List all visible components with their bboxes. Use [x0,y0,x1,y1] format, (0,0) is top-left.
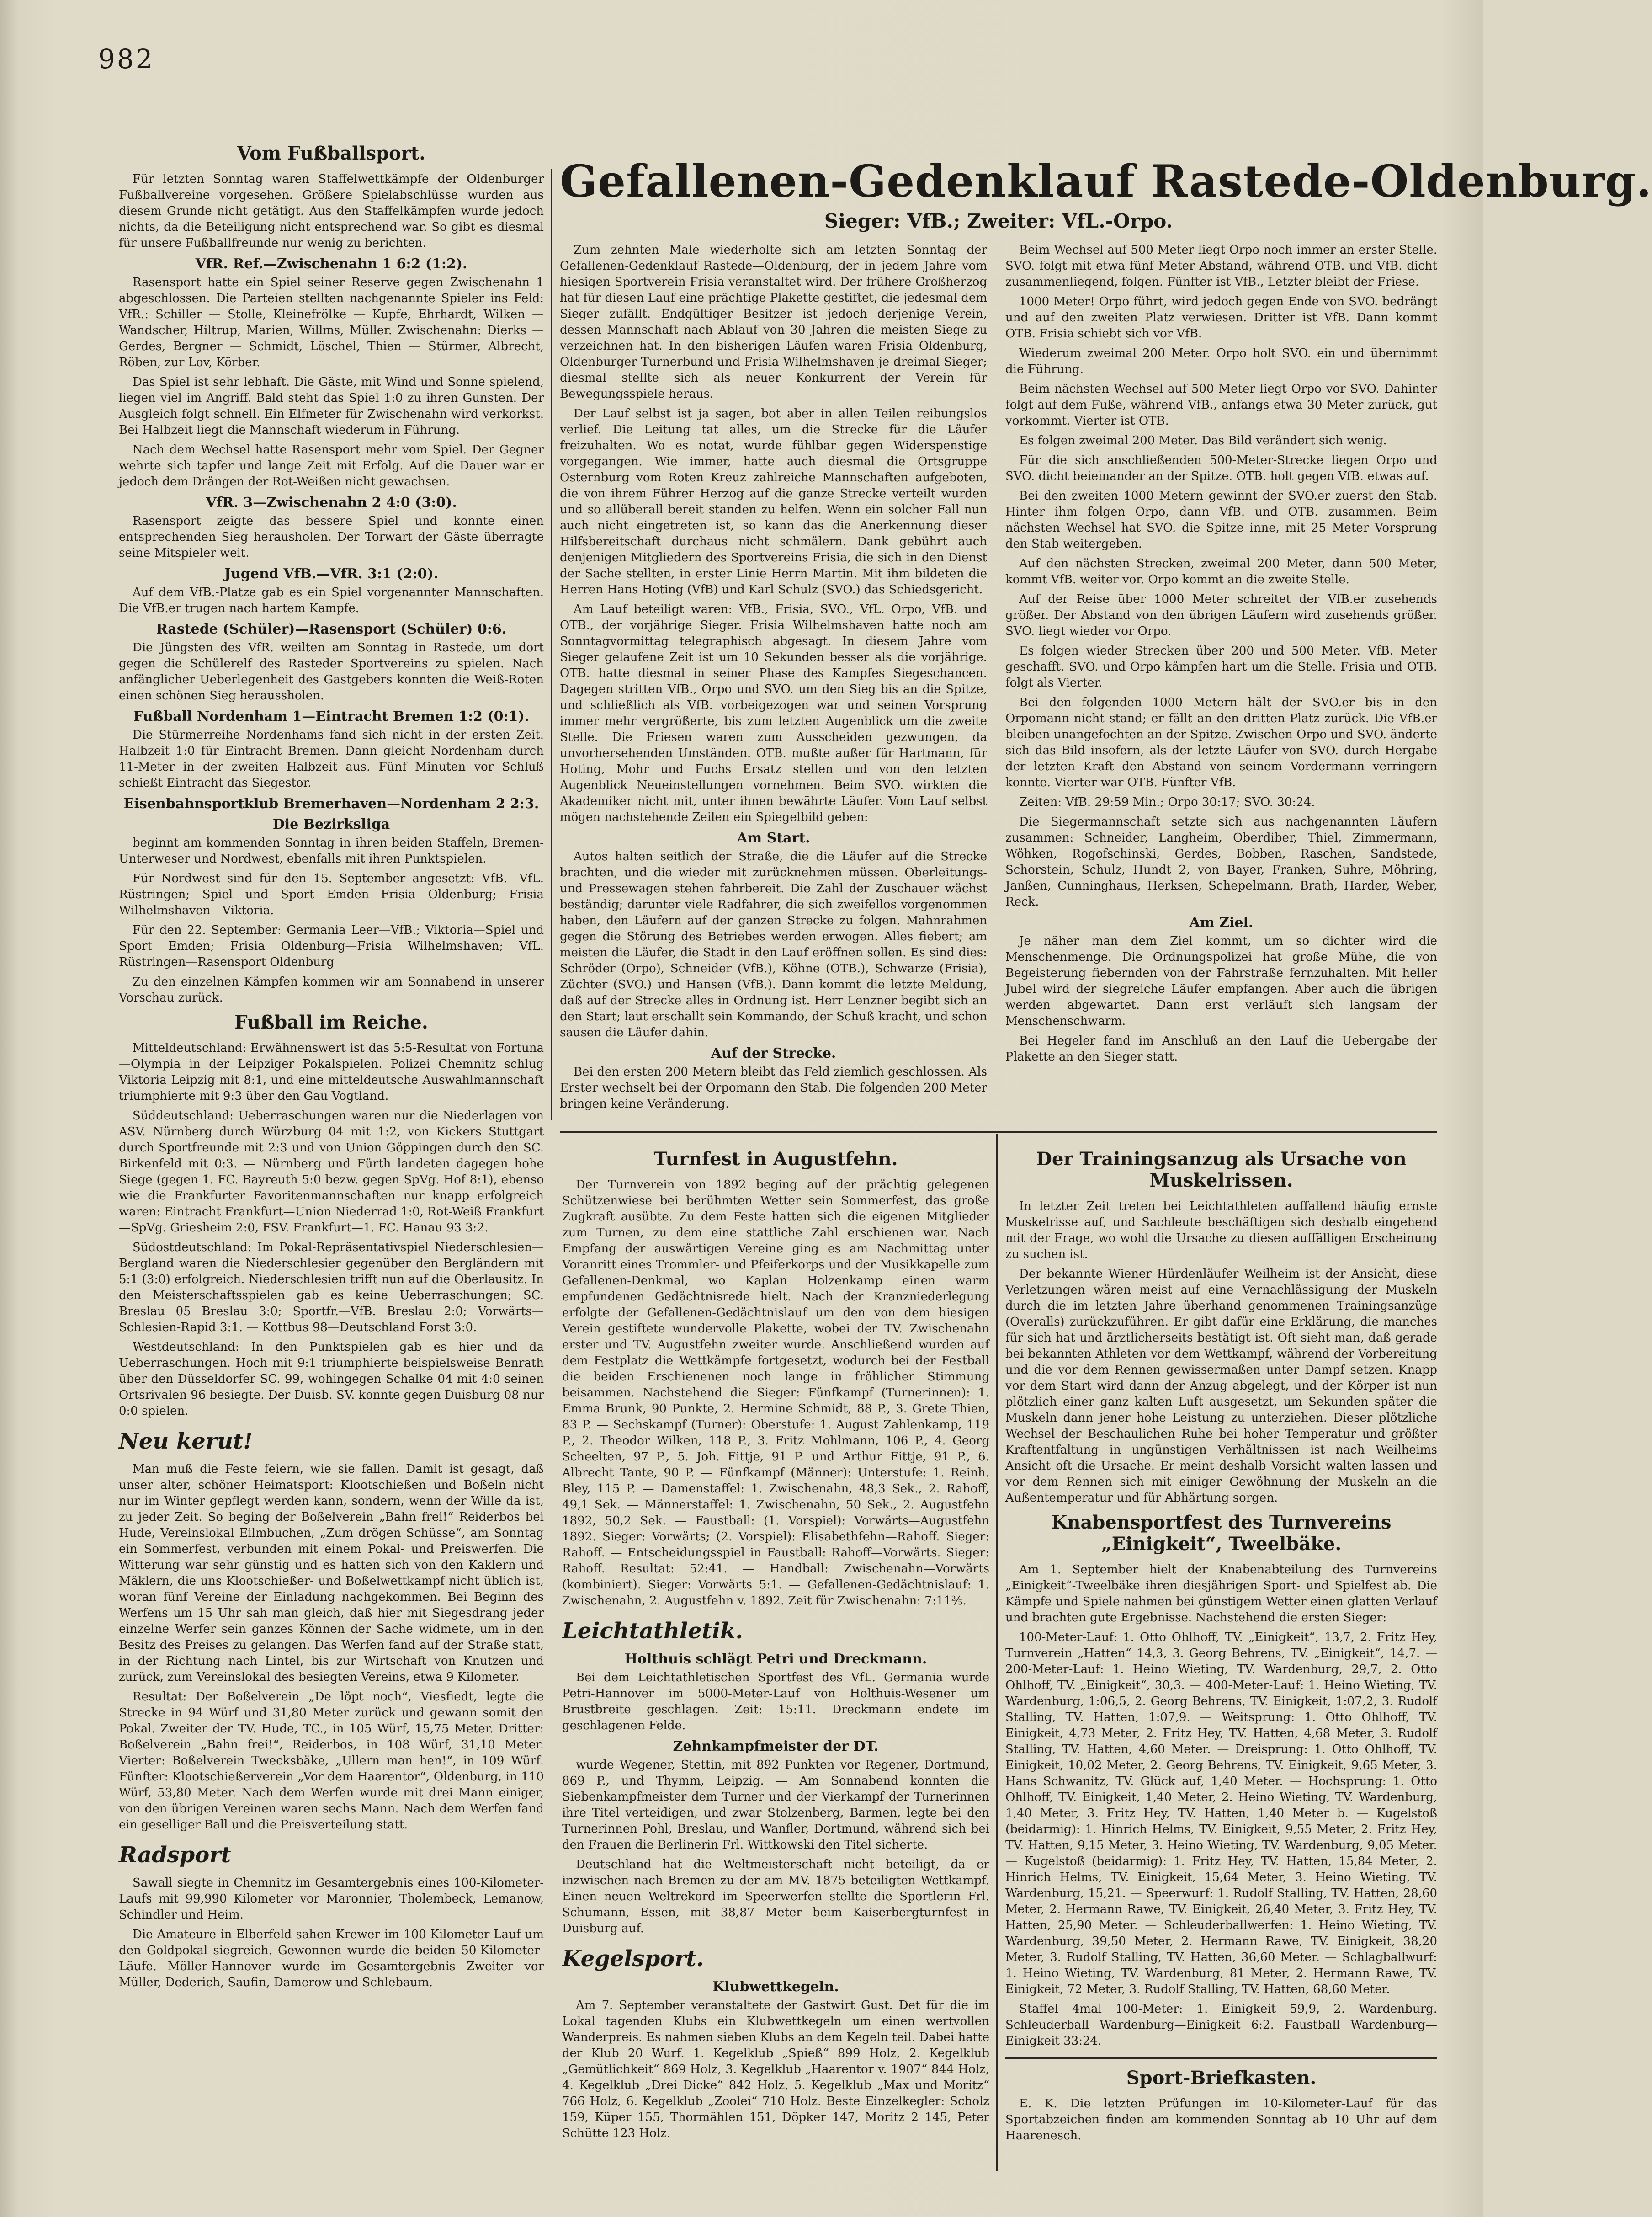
subheading: Auf der Strecke. [711,1045,836,1061]
paragraph: Südostdeutschland: Im Pokal-Repräsentativspiel Niederschlesien—Bergland waren die Niederschlesier gegenüber den Bergländern mit 5:1 (3:0) erfolgreich. Niederschlesien trifft nun auf die Oberlausitz. In den Meisterschaftsspielen gab es keine Ueberraschungen; SC. Breslau 05 Breslau 3:0; Sportfr.—VfB. Breslau 2:0; Vorwärts—Schlesien-Rapid 3:1. — Kottbus 98—Deutschland Forst 3:0. [119,1241,544,1334]
paragraph: Süddeutschland: Ueberraschungen waren nur die Niederlagen von ASV. Nürnberg durch Würzburg 04 mit 1:2, von Kickers Stuttgart durch Sportfreunde mit 2:3 und von Union Göppingen durch den SC. Birkenfeld mit 0:3. — Nürnberg und Fürth landeten dagegen hohe Siege (gegen 1. FC. Bayreuth 5:0 bezw. gegen SpVg. Hof 8:1), ebenso wie die Frankfurter Favoritenmannschaften nur knapp erfolgreich waren: Eintracht Frankfurt—Union Niederrad 1:0, Rot-Weiß Frankfurt—SpVg. Griesheim 2:0, FSV. Frankfurt—1. FC. Hanau 93 3:2. [119,1109,544,1235]
paragraph: Beim Wechsel auf 500 Meter liegt Orpo noch immer an erster Stelle. SVO. folgt mit etwa fünf Meter Abstand, während OTB. und VfB. dicht zusammenliegend, folgen. Fünfter ist VfB., Letzter bleibt der Friese. [1005,243,1437,289]
paragraph: Resultat: Der Boßelverein „De löpt noch“, Viesfiedt, legte die Strecke in 94 Würf und 31,80 Meter zurück und gewann somit den Pokal. Zweiter der TV. Hude, TC., in 105 Würf, 15,75 Meter. Dritter: Boßelverein „Bahn frei!“, Reiderbos, in 108 Würf, 31,10 Meter. Vierter: Boßelverein Twecksbäke, „Ullern man hen!“, in 109 Würf. Fünfter: Klootschießerverein „Vor dem Haarentor“, Oldenburg, in 110 Würf, 53,80 Meter. Nach dem Werfen wurde mit drei Mann einiger, von den übrigen Vereinen waren sechs Mann. Nach dem Werfen fand ein geselliger Ball und die Preisverteilung statt. [119,1690,544,1832]
heading-neu-kerut: Neu kerut! [119,1428,253,1454]
subheading: Am Ziel. [1189,915,1254,931]
paragraph: Staffel 4mal 100-Meter: 1. Einigkeit 59,9, 2. Wardenburg. Schleuderball Wardenburg—Einigkeit 6:2. Faustball Wardenburg—Einigkeit 33:24. [1005,2002,1437,2048]
subheading: Die Bezirksliga [272,816,390,832]
paragraph: Auf der Reise über 1000 Meter schreitet der VfB.er zusehends größer. Der Abstand von den übrigen Läufern wird zusehends größer. SVO. liegt wieder vor Orpo. [1005,592,1437,638]
paragraph: Bei den zweiten 1000 Metern gewinnt der SVO.er zuerst den Stab. Hinter ihm folgen Orpo, dann VfB. und OTB. zusammen. Beim nächsten Wechsel hat SVO. die Spitze inne, mit 25 Meter Vorsprung den Stab weitergeben. [1005,489,1437,551]
heading-leichtathletik: Leichtathletik. [562,1618,744,1644]
left-column [119,137,544,2176]
page-number: 982 [98,43,154,75]
paragraph: Der Turnverein von 1892 beging auf der prächtig gelegenen Schützenwiese bei berühmten Wetter sein Sommerfest, das große Zugkraft ausübte. Zu dem Feste hatten sich die eigenen Mitglieder zum Turnen, zu dem eine stattliche Zahl erschienen war. Nach Empfang der auswärtigen Vereine ging es am Nachmittag unter Voranritt eines Trommler- und Pfeiferkorps und der Musikkapelle zum Gefallenen-Denkmal, wo Kaplan Holzenkamp einen warm empfundenen Gedächtnisrede hielt. Nach der Kranzniederlegung erfolgte der Gefallenen-Gedächtnislauf um den von dem hiesigen Verein gestiftete wundervolle Plakette, wobei der TV. Zwischenahn erster und TV. Augustfehn zweiter wurde. Anschließend wurden auf dem Festplatz die Wettkämpfe fortgesetzt, wodurch bei der Festball die beiden Erschienenen noch lange in fröhlicher Stimmung beisammen. Nachstehend die Sieger: Fünfkampf (Turnerinnen): 1. Emma Brunk, 90 Punkte, 2. Hermine Schmidt, 88 P., 3. Grete Thien, 83 P. — Sechskampf (Turner): Oberstufe: 1. August Zahlenkamp, 119 P., 2. Theodor Wilken, 118 P., 3. Fritz Mohlmann, 106 P., 4. Georg Scheelten, 97 P., 5. Joh. Fittje, 91 P. und Arthur Fittje, 91 P., 6. Albrecht Tante, 90 P. — Fünfkampf (Männer): Unterstufe: 1. Reinh. Bley, 115 P. — Damenstaffel: 1. Zwischenahn, 48,3 Sek., 2. Rahoff, 49,1 Sek. — Männerstaffel: 1. Zwischenahn, 50 Sek., 2. Augustfehn 1892, 50,2 Sek. — Faustball: (1. Vorspiel): Vorwärts—Augustfehn 1892. Sieger: Vorwärts; (2. Vorspiel): Elisabethfehn—Rahoff. Sieger: Rahoff. — Entscheidungsspiel in Faustball: Rahoff—Vorwärts. Sieger: Rahoff. Resultat: 52:41. — Handball: Zwischenahn—Vorwärts (kombiniert). Sieger: Vorwärts 5:1. — Gefallenen-Gedächtnislauf: 1. Zwischenahn, 2. Augustfehn v. 1892. Zeit für Zwischenahn: 7:11⅖. [562,1178,989,1608]
heading-turnfest: Turnfest in Augustfehn. [653,1148,898,1170]
subheading: Fußball Nordenham 1—Eintracht Bremen 1:2 (0:1). [133,709,530,725]
main-article-col2 [1005,242,1437,1069]
paragraph: Je näher man dem Ziel kommt, um so dichter wird die Menschenmenge. Die Ordnungspolizei hat große Mühe, die von Begeisterung fiebernden von der Fahrstraße fernzuhalten. Mit heller Jubel wird der siegreiche Läufer empfangen. Aber auch die übrigen werden abgewartet. Dann erst verläuft sich langsam der Menschenschwarm. [1005,934,1437,1028]
paragraph: Rasensport hatte ein Spiel seiner Reserve gegen Zwischenahn 1 abgeschlossen. Die Parteien stellten nachgenannte Spieler ins Feld: VfR.: Schiller — Stolle, Kleinefrölke — Kupfe, Ehrhardt, Wilken — Wandscher, Hiltrup, Marien, Willms, Müller. Zwischenahn: Dierks — Gerdes, Bergner — Schmidt, Löschel, Thien — Stürmer, Albrecht, Röben, zur Lov, Körber. [119,276,544,369]
heading-kegelsport: Kegelsport. [562,1946,704,1972]
paragraph: Bei Hegeler fand im Anschluß an den Lauf die Uebergabe der Plakette an den Sieger statt. [1005,1034,1437,1064]
paragraph: 100-Meter-Lauf: 1. Otto Ohlhoff, TV. „Einigkeit“, 13,7, 2. Fritz Hey, Turnverein „Hatten“ 14,3, 3. Georg Behrens, TV. „Einigkeit“, 14,7. — 200-Meter-Lauf: 1. Heino Wieting, TV. Wardenburg, 29,7, 2. Otto Ohlhoff, TV. „Einigkeit“, 30,3. — 400-Meter-Lauf: 1. Heino Wieting, TV. Wardenburg, 1:06,5, 2. Georg Behrens, TV. Einigkeit, 1:07,2, 3. Rudolf Stalling, TV. Hatten, 1:07,9. — Weitsprung: 1. Otto Ohlhoff, TV. Einigkeit, 4,73 Meter, 2. Fritz Hey, TV. Hatten, 4,68 Meter, 3. Rudolf Stalling, TV. Hatten, 4,60 Meter. — Dreisprung: 1. Otto Ohlhoff, TV. Einigkeit, 10,02 Meter, 2. Georg Behrens, TV. Einigkeit, 9,65 Meter, 3. Hans Schwanitz, TV. Glück auf, 1,40 Meter. — Hochsprung: 1. Otto Ohlhoff, TV. Einigkeit, 1,40 Meter, 2. Heino Wieting, TV. Wardenburg, 1,40 Meter, 3. Fritz Hey, TV. Hatten, 1,40 Meter b. — Kugelstoß (beidarmig): 1. Hinrich Helms, TV. Einigkeit, 9,55 Meter, 2. Fritz Hey, TV. Hatten, 9,15 Meter, 3. Heino Wieting, TV. Wardenburg, 9,05 Meter. — Kugelstoß (beidarmig): 1. Fritz Hey, TV. Hatten, 15,84 Meter, 2. Hinrich Helms, TV. Einigkeit, 15,64 Meter, 3. Heino Wieting, TV. Wardenburg, 15,21. — Speerwurf: 1. Rudolf Stalling, TV. Hatten, 28,60 Meter, 2. Hermann Rawe, TV. Einigkeit, 26,40 Meter, 3. Fritz Hey, TV. Hatten, 25,90 Meter. — Schleuderballwerfen: 1. Heino Wieting, TV. Wardenburg, 39,50 Meter, 2. Hermann Rawe, TV. Einigkeit, 38,20 Meter, 3. Rudolf Stalling, TV. Hatten, 36,60 Meter. — Schlagballwurf: 1. Heino Wieting, TV. Wardenburg, 81 Meter, 2. Hermann Rawe, TV. Einigkeit, 72 Meter, 3. Rudolf Stalling, TV. Hatten, 68,60 Meter. [1005,1631,1437,1996]
subheading: Holthuis schlägt Petri und Dreckmann. [624,1651,927,1667]
main-headline: Gefallenen-Gedenklauf Rastede-Oldenburg. [560,155,1652,207]
lower-middle-column [562,1143,989,2176]
paragraph: Auf dem VfB.-Platze gab es ein Spiel vorgenannter Mannschaften. Die VfB.er trugen nach hartem Kampfe. [119,586,544,615]
paragraph: Die Siegermannschaft setzte sich aus nachgenannten Läufern zusammen: Schneider, Langheim, Oberdiber, Thiel, Zimmermann, Wöhken, Rogofschinski, Gerdes, Bobben, Raschen, Sandstede, Schorstein, Schulz, Hundt 2, von Bayer, Franken, Suhre, Möhring, Janßen, Cunninghaus, Herksen, Schepelmann, Brath, Harder, Weber, Reck. [1005,815,1437,909]
subheading: Am Start. [737,830,810,846]
paragraph: Bei dem Leichtathletischen Sportfest des VfL. Germania wurde Petri-Hannover im 5000-Meter-Lauf von Holthuis-Wesener um Brustbreite geschlagen. Zeit: 15:11. Dreckmann endete im geschlagenen Felde. [562,1671,989,1732]
subheading: Eisenbahnsportklub Bremerhaven—Nordenham 2 2:3. [123,796,539,812]
subheading: Zehnkampfmeister der DT. [673,1738,879,1754]
paragraph: Für Nordwest sind für den 15. September angesetzt: VfB.—VfL. Rüstringen; Spiel und Sport Emden—Frisia Oldenburg; Frisia Wilhelmshaven—Viktoria. [119,872,544,917]
subheading: Jugend VfB.—VfR. 3:1 (2:0). [224,566,439,582]
paragraph: Zu den einzelnen Kämpfen kommen wir am Sonnabend in unserer Vorschau zurück. [119,975,544,1005]
paragraph: Nach dem Wechsel hatte Rasensport mehr vom Spiel. Der Gegner wehrte sich tapfer und lange Zeit mit Erfolg. Auf die Dauer war er jedoch dem Drängen der Rot-Weißen nicht gewachsen. [119,443,544,489]
heading-sport-briefkasten: Sport-Briefkasten. [1126,2067,1317,2089]
paragraph: Es folgen wieder Strecken über 200 und 500 Meter. VfB. Meter geschafft. SVO. und Orpo kämpfen hart um die Stelle. Frisia und OTB. folgt als Vierter. [1005,644,1437,690]
paragraph: Die Jüngsten des VfR. weilten am Sonntag in Rastede, um dort gegen die Schülerelf des Rasteder Sportvereins zu spielen. Nach anfänglicher Ueberlegenheit des Gastgebers konnten die Weiß-Roten einen schönen Sieg heraussholen. [119,641,544,703]
lower-right-column [1005,1143,1437,2176]
paragraph: Am Lauf beteiligt waren: VfB., Frisia, SVO., VfL. Orpo, VfB. und OTB., der vorjährige Sieger. Frisia Wilhelmshaven hatte noch am Sonntagvormittag telegraphisch abgesagt. In diesem Jahre vom Sieger gelaufene Zeit ist um 10 Sekunden besser als die vorjährige. OTB. hatte diesmal in seiner Phase des Kampfes Siegeschancen. Dagegen stritten VfB., Orpo und SVO. um den Sieg bis an die Spitze, und schließlich als VfB. vorbeigezogen war und seinen Vorsprung immer mehr vergrößerte, bis zum letzten Augenblick um die zweite Stelle. Die Friesen waren zum Ausscheiden gezwungen, da unvorhersehenden Umständen. OTB. mußte außer für Hartmann, für Hoting, Mohr und Fuchs Ersatz stellen und von den letzten Augenblick Neueinstellungen vornehmen. Beim SVO. wirkten die Akademiker nicht mit, unter ihnen bewährte Läufer. Vom Lauf selbst mögen nachstehende Zeilen ein Spiegelbild geben: [560,602,987,824]
paragraph: Für letzten Sonntag waren Staffelwettkämpfe der Oldenburger Fußballvereine vorgesehen. Größere Spielabschlüsse wurden aus diesem Grunde nicht getätigt. Aus den Staffelkämpfen wurde jedoch nichts, da die Beteiligung nicht entsprechend war. So gibt es diesmal für unsere Fußballfreunde nur wenig zu berichten. [119,172,544,250]
main-article [560,151,1652,1120]
main-subheadline: Sieger: VfB.; Zweiter: VfL.-Orpo. [824,210,1173,232]
paragraph: wurde Wegener, Stettin, mit 892 Punkten vor Regener, Dortmund, 869 P., und Thymm, Leipzig. — Am Sonnabend konnten die Siebenkampfmeister dem Turner und der Vierkampf der Turnerinnen ihre Titel verteidigen, und zwar Stolzenberg, Barmen, legte bei den Turnerinnen Pohl, Breslau, und Wanfler, Dortmund, während sich bei den Frauen die Berlinerin Frl. Wittkowski den Titel sicherte. [562,1758,989,1852]
paragraph: Am 7. September veranstaltete der Gastwirt Gust. Det für die im Lokal tagenden Klubs ein Klubwettkegeln um einen wertvollen Wanderpreis. Es nahmen sieben Klubs an dem Kegeln teil. Dabei hatte der Klub 20 Wurf. 1. Kegelklub „Spieß“ 899 Holz, 2. Kegelklub „Gemütlichkeit“ 869 Holz, 3. Kegelklub „Haarentor v. 1907“ 844 Holz, 4. Kegelklub „Drei Dicke“ 842 Holz, 5. Kegelklub „Max und Moritz“ 766 Holz, 6. Kegelklub „Zoolei“ 710 Holz. Beste Einzelkegler: Scholz 159, Küper 155, Thormählen 151, Döpker 147, Moritz 2 145, Peter Schütte 123 Holz. [562,1998,989,2140]
paragraph: Für den 22. September: Germania Leer—VfB.; Viktoria—Spiel und Sport Emden; Frisia Oldenburg—Frisia Wilhelmshaven; VfL. Rüstringen—Rasensport Oldenburg [119,923,544,969]
paragraph: beginnt am kommenden Sonntag in ihren beiden Staffeln, Bremen-Unterweser und Nordwest, ebenfalls mit ihren Punktspielen. [119,836,544,866]
column-divider [996,1134,998,2171]
paragraph: Das Spiel ist sehr lebhaft. Die Gäste, mit Wind und Sonne spielend, liegen viel im Angriff. Bald steht das Spiel 1:0 zu ihren Gunsten. Der Ausgleich folgt schnell. Ein Elfmeter für Zwischenahn wird verkorkst. Bei Halbzeit liegt die Mannschaft wiederum in Führung. [119,375,544,437]
heading-knabensportfest: Knabensportfest des Turnvereins „Einigkeit“, Tweelbäke. [1051,1512,1392,1555]
subheading: VfR. Ref.—Zwischenahn 1 6:2 (1:2). [195,256,467,272]
heading-radsport: Radsport [119,1842,231,1868]
paragraph: Wiederum zweimal 200 Meter. Orpo holt SVO. ein und übernimmt die Führung. [1005,346,1437,376]
paragraph: Die Stürmerreihe Nordenhams fand sich nicht in der ersten Zeit. Halbzeit 1:0 für Eintracht Bremen. Dann gleicht Nordenham durch 11-Meter in der zweiten Halbzeit aus. Fünf Minuten vor Schluß schießt Eintracht das Siegestor. [119,728,544,790]
paragraph: Es folgen zweimal 200 Meter. Das Bild verändert sich wenig. [1019,434,1387,448]
subheading: Rastede (Schüler)—Rasensport (Schüler) 0:6. [156,621,507,637]
subheading: Klubwettkegeln. [712,1979,839,1995]
paragraph: Deutschland hat die Weltmeisterschaft nicht beteiligt, da er inzwischen nach Bremen zu der am MV. 1875 beteiligten Wettkampf. Einen neuen Weltrekord im Speerwerfen stellte die Sportlerin Frl. Schumann, Essen, mit 38,87 Meter beim Kaiserbergturnfest in Duisburg auf. [562,1858,989,1935]
paragraph: Die Amateure in Elberfeld sahen Krewer im 100-Kilometer-Lauf um den Goldpokal siegreich. Gewonnen wurde die beiden 50-Kilometer-Läufe. Möller-Hannover wurde im Gesamtergebnis Zweiter vor Müller, Dederich, Saufin, Damerow und Schlebaum. [119,1928,544,1989]
paragraph: Der Lauf selbst ist ja sagen, bot aber in allen Teilen reibungslos verlief. Die Leitung tat alles, um die Strecke für die Läufer freizuhalten. Wo es notat, wurde fühlbar gegen Widerspenstige vorgegangen. Wie immer, hatte auch diesmal die Ortsgruppe Osternburg vom Roten Kreuz zahlreiche Mannschaften aufgeboten, die von ihrem Führer Herzog auf die ganze Strecke verteilt wurden und so allüberall bereit standen zu helfen. Wenn ein solcher Fall nun auch nicht eingetreten ist, so kann das die Anerkennung dieser Hilfsbereitschaft durchaus nicht schmälern. Dank gebührt auch denjenigen Mitgliedern des Sportvereins Frisia, die sich in den Dienst der Sache stellten, in erster Linie Herrn Martin. Mit ihm bildeten die Herren Hans Hoting (VfB) und Karl Schulz (SVO.) das Schiedsgericht. [560,407,987,597]
paragraph: Westdeutschland: In den Punktspielen gab es hier und da Ueberraschungen. Hoch mit 9:1 triumphierte beispielsweise Benrath über den Düsseldorfer SC. 99, wohingegen Schalke 04 mit 4:0 seinen Ortsrivalen 96 besiegte. Der Duisb. SV. konnte gegen Duisburg 08 nur 0:0 spielen. [119,1340,544,1418]
main-article-columns [560,242,1437,1120]
heading-fussballsport: Vom Fußballsport. [237,143,426,164]
column-divider [551,169,552,1120]
rule-divider [1005,2057,1437,2059]
paragraph: Zeiten: VfB. 29:59 Min.; Orpo 30:17; SVO. 30:24. [1019,795,1315,809]
main-article-col1 [560,242,987,1116]
heading-fussball-im-reiche: Fußball im Reiche. [234,1012,428,1033]
paragraph: Auf den nächsten Strecken, zweimal 200 Meter, dann 500 Meter, kommt VfB. weiter vor. Orpo kommt an die zweite Stelle. [1005,557,1437,586]
section-divider [560,1131,1437,1133]
paragraph: Bei den ersten 200 Metern bleibt das Feld ziemlich geschlossen. Als Erster wechselt bei der Orpomann den Stab. Die folgenden 200 Meter bringen keine Veränderung. [560,1065,987,1111]
paragraph: Man muß die Feste feiern, wie sie fallen. Damit ist gesagt, daß unser alter, schöner Heimatsport: Klootschießen und Boßeln nicht nur im Winter gepflegt werden kann, sondern, wenn der Wille da ist, zu jeder Zeit. So beging der Boßelverein „Bahn frei!“ Reiderbos bei Hude, Vereinslokal Eilmbuchen, „Zum drögen Schüsse“, am Sonntag ein Sommerfest, verbunden mit einem Pokal- und Preiswerfen. Die Witterung war sehr günstig und es hatten sich von den Kaklern und Mäklern, die uns Klootschießer- und Boßelwettkampf nicht üblich ist, woran fünf Vereine der Einladung nachgekommen. Bei Beginn des Werfens um 15 Uhr sah man gleich, daß hier mit Siegesdrang jeder einzelne Werfer sein ganzes Können der Sache widmete, um in den Besitz des Preises zu gelangen. Das Werfen fand auf der Straße statt, in der Richtung nach Lintel, bis zur Wirtschaft von Knutzen und zurück, zum Vereinslokal des besiegten Vereins, etwa 9 Kilometer. [119,1462,544,1684]
paragraph: Der bekannte Wiener Hürdenläufer Weilheim ist der Ansicht, diese Verletzungen wären meist auf eine Vernachlässigung der Muskeln durch die im letzten Jahre überhand genommenen Trainingsanzüge (Overalls) zurückzuführen. Er gibt dafür eine Erklärung, die manches für sich hat und ärztlicherseits bestätigt ist. Oft sieht man, daß gerade bei bekannten Athleten vor dem Wettkampf, während der Vorbereitung und die vor dem Rennen gewissermaßen unter Dampf setzen. Knapp vor dem Start wird dann der Anzug abgelegt, und der Körper ist nun plötzlich einer ganz kalten Luft ausgesetzt, um Sekunden später die Muskeln dann jener hohe Leistung zu unterziehen. Dieser plötzliche Wechsel der Beschaulichen Ruhe bei hoher Temperatur und größter Kraftentfaltung in ungünstigen Verhältnissen ist nach Weilheims Ansicht oft die Ursache. Er meint deshalb Vorsicht walten lassen und vor dem Rennen sich mit einiger Gewöhnung der Muskeln an die Außentemperatur und für Abhärtung sorgen. [1005,1267,1437,1505]
paragraph: Für die sich anschließenden 500-Meter-Strecke liegen Orpo und SVO. dicht beieinander an der Spitze. OTB. holt gegen VfB. etwas auf. [1005,453,1437,483]
paragraph: Beim nächsten Wechsel auf 500 Meter liegt Orpo vor SVO. Dahinter folgt auf dem Fuße, während VfB., anfangs etwa 30 Meter zurück, gut vorkommt. Vierter ist OTB. [1005,382,1437,428]
heading-trainingsanzug: Der Trainingsanzug als Ursache von Muskelrissen. [1036,1148,1407,1191]
subheading: VfR. 3—Zwischenahn 2 4:0 (3:0). [206,495,457,511]
paragraph: Zum zehnten Male wiederholte sich am letzten Sonntag der Gefallenen-Gedenklauf Rastede—Oldenburg, der in jedem Jahre vom hiesigen Sportverein Frisia veranstaltet wird. Der frühere Großherzog hat für diesen Lauf eine prächtige Plakette gestiftet, die jedesmal dem Sieger zufällt. Endgültiger Besitzer ist jedoch derjenige Verein, dessen Mannschaft nach Ablauf von 30 Jahren die meisten Siege zu verzeichnen hat. In den bisherigen Läufen waren Frisia Oldenburg, Oldenburger Turnerbund und Frisia Wilhelmshaven je dreimal Sieger; diesmal stellte sich als neuer Konkurrent der Verein für Bewegungsspiele heraus. [560,243,987,401]
paragraph: E. K. Die letzten Prüfungen im 10-Kilometer-Lauf für das Sportabzeichen finden am kommenden Sonntag ab 10 Uhr auf dem Haarenesch. [1005,2097,1437,2142]
paragraph: Sawall siegte in Chemnitz im Gesamtergebnis eines 100-Kilometer-Laufs mit 99,990 Kilometer vor Maronnier, Tholembeck, Lemanow, Schindler und Heim. [119,1876,544,1922]
paragraph: 1000 Meter! Orpo führt, wird jedoch gegen Ende von SVO. bedrängt und auf den zweiten Platz verwiesen. Dritter ist VfB. Dann kommt OTB. Frisia schiebt sich vor VfB. [1005,295,1437,341]
paragraph: Bei den folgenden 1000 Metern hält der SVO.er bis in den Orpomann nicht stand; er fällt an den dritten Platz zurück. Die VfB.er bleiben unangefochten an der Spitze. Zwischen Orpo und SVO. änderte sich das Bild insofern, als der letzte Läufer von SVO. durch Hergabe der letzten Kraft den Abstand von seinem Vordermann verringern konnte. Vierter war OTB. Fünfter VfB. [1005,696,1437,789]
paragraph: Am 1. September hielt der Knabenabteilung des Turnvereins „Einigkeit“-Tweelbäke ihren diesjährigen Sport- und Spielfest ab. Die Kämpfe und Spiele nahmen bei günstigem Wetter einen glatten Verlauf und brachten gute Ergebnisse. Nachstehend die ersten Sieger: [1005,1563,1437,1625]
paragraph: Rasensport zeigte das bessere Spiel und konnte einen entsprechenden Sieg herausholen. Der Torwart der Gäste überragte seine Mitspieler weit. [119,514,544,560]
paragraph: In letzter Zeit treten bei Leichtathleten auffallend häufig ernste Muskelrisse auf, und Sachleute beschäftigen sich deshalb eingehend mit der Frage, wo wohl die Ursache zu diesen auffälligen Erscheinung zu suchen ist. [1005,1199,1437,1261]
paragraph: Mitteldeutschland: Erwähnenswert ist das 5:5-Resultat von Fortuna—Olympia in der Leipziger Pokalspielen. Polizei Chemnitz schlug Viktoria Leipzig mit 8:1, und eine mitteldeutsche Auswahlmannschaft triumphierte mit 9:3 über den Gau Vogtland. [119,1041,544,1103]
paragraph: Autos halten seitlich der Straße, die die Läufer auf die Strecke brachten, und die wieder mit zurücknehmen müssen. Oberleitungs- und Pressewagen stehen fahrbereit. Die Zahl der Zuschauer wächst beständig; darunter viele Radfahrer, die sich zweifellos vorgenommen haben, den Läufern auf der ganzen Strecke zu folgen. Mahnrahmen gegen die Störung des Betriebes werden erwogen. Alles fiebert; am meisten die Läufer, die Stadt in den Lauf eröffnen sollen. Es sind dies: Schröder (Orpo), Schneider (VfB.), Köhne (OTB.), Schwarze (Frisia), Züchter (SVO.) und Hansen (VfB.). Dann kommt die letzte Meldung, daß auf der Strecke alles in Ordnung ist. Herr Lenzner begibt sich an den Start; laut erschallt sein Kommando, der Schuß kracht, und schon sausen die Läufer dahin. [560,850,987,1039]
